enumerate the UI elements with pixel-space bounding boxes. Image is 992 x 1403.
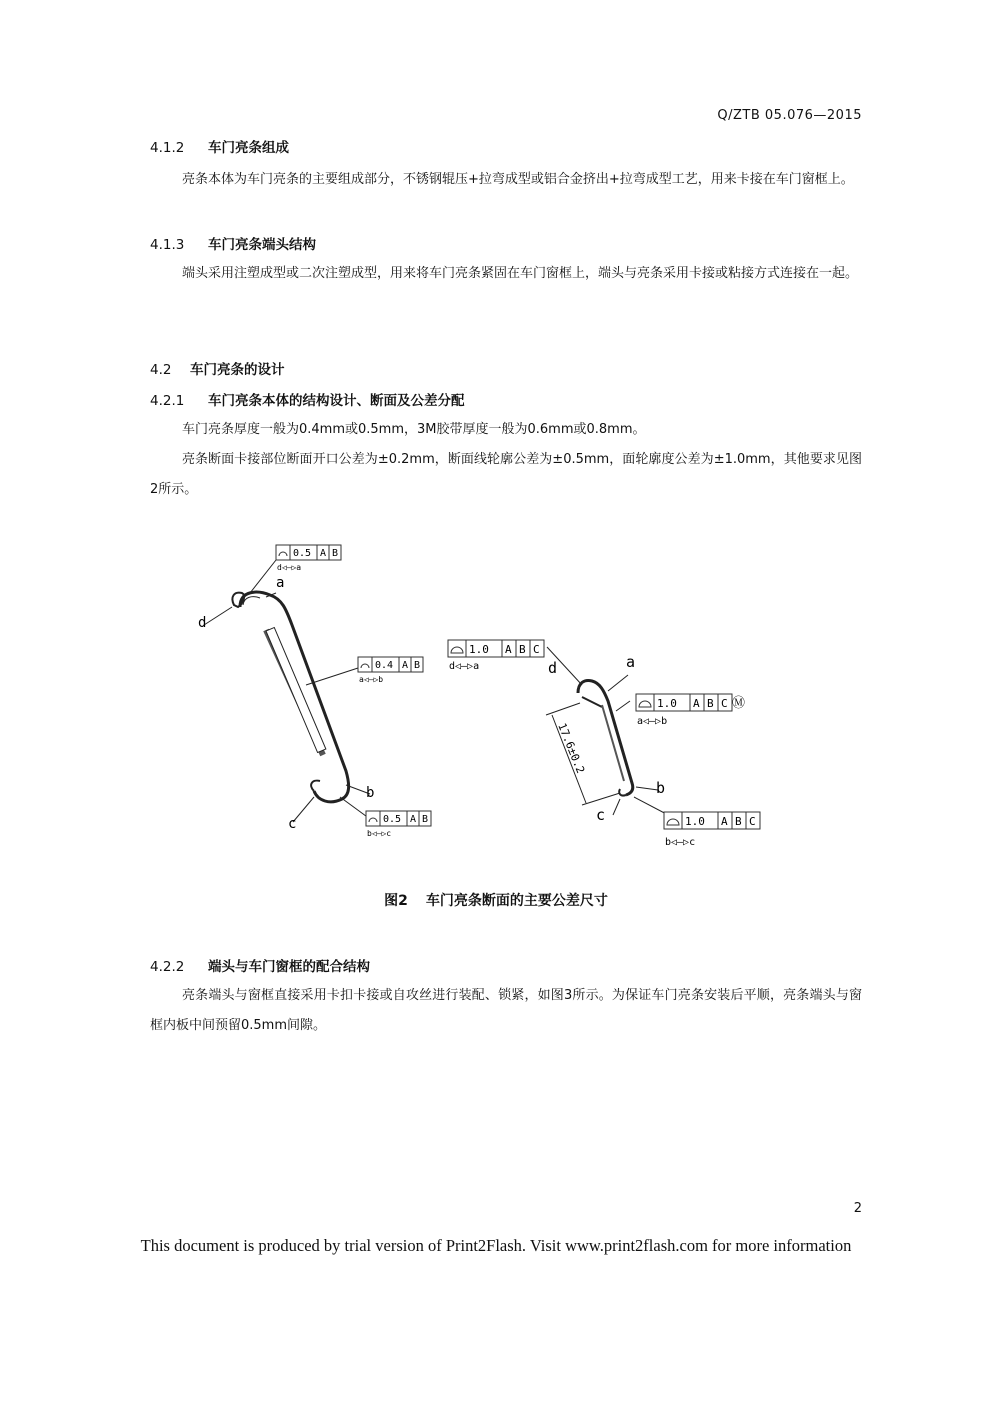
fcf-datum: A: [410, 814, 417, 825]
left-label-d: d: [198, 615, 207, 631]
right-label-a: a: [626, 653, 636, 671]
section-number: 4.2: [150, 362, 172, 378]
paragraph-4-1-2: 亮条本体为车门亮条的主要组成部分，不锈钢辊压+拉弯成型或铝合金挤出+拉弯成型工艺，用来卡接在车门窗框上。: [182, 172, 854, 187]
left-fcf-top: [276, 545, 341, 572]
fcf-datum: A: [320, 548, 327, 559]
heading-4-1-3: [150, 233, 316, 253]
right-fcf-top: [448, 640, 544, 672]
paragraph-4-2-1-thickness: 车门亮条厚度一般为0.4mm或0.5mm，3M胶带厚度一般为0.6mm或0.8mm。: [182, 422, 646, 437]
fcf-range: b◁—▷c: [665, 837, 696, 848]
left-fcf-mid: [358, 657, 423, 684]
right-section-profile: [578, 681, 633, 796]
fcf-modifier: Ⓜ: [732, 696, 746, 711]
right-fcf-mid: [636, 694, 745, 727]
right-label-c: c: [596, 806, 606, 824]
fcf-datum: B: [519, 643, 526, 656]
fcf-datum: C: [721, 697, 728, 710]
heading-4-2-2: [150, 955, 370, 975]
fcf-datum: B: [707, 697, 714, 710]
fcf-range: d◁—▷a: [449, 661, 480, 672]
fcf-datum: B: [735, 815, 742, 828]
left-label-c: c: [288, 816, 297, 832]
fcf-range: d◁—▷a: [277, 563, 302, 572]
heading-4-2: [150, 358, 285, 378]
right-fcf-bot: [664, 812, 760, 848]
heading-4-1-2: [150, 136, 289, 156]
fcf-datum: A: [402, 660, 409, 671]
fcf-value: 1.0: [657, 697, 677, 710]
fcf-datum: B: [414, 660, 421, 671]
section-title: 车门亮条的设计: [190, 362, 285, 378]
fcf-value: 0.5: [383, 814, 402, 825]
right-label-b: b: [656, 779, 666, 797]
section-title: 车门亮条端头结构: [208, 237, 316, 253]
section-number: 4.2.1: [150, 393, 185, 409]
fcf-value: 0.4: [375, 660, 394, 671]
fcf-datum: A: [693, 697, 700, 710]
fcf-datum: A: [721, 815, 728, 828]
section-number: 4.1.2: [150, 140, 185, 156]
left-label-b: b: [366, 785, 375, 801]
document-code: Q/ZTB 05.076—2015: [717, 108, 862, 123]
fcf-datum: B: [332, 548, 339, 559]
page-number: 2: [853, 1201, 862, 1216]
left-section-profile: [232, 592, 348, 802]
figure-caption: [0, 890, 992, 910]
trial-notice: This document is produced by trial version of Print2Flash. Visit www.print2flash.com for more information: [140, 1236, 852, 1255]
fcf-range: a◁—▷b: [637, 716, 668, 727]
fcf-datum: B: [422, 814, 429, 825]
fcf-value: 1.0: [685, 815, 705, 828]
dimension-label: 17.6±0.2: [555, 721, 588, 776]
left-label-a: a: [276, 575, 285, 591]
paragraph-4-2-2: 亮条端头与窗框直接采用卡扣卡接或自攻丝进行装配、锁紧，如图3所示。为保证车门亮条安装后平顺，亮条端头与窗框内板中间预留0.5mm间隙。: [150, 988, 862, 1033]
fcf-datum: A: [505, 643, 512, 656]
paragraph-4-1-3: 端头采用注塑成型或二次注塑成型，用来将车门亮条紧固在车门窗框上，端头与亮条采用卡接或粘接方式连接在一起。: [182, 266, 859, 281]
left-fcf-bot: [366, 811, 431, 838]
right-label-d: d: [548, 659, 558, 677]
section-title: 端头与车门窗框的配合结构: [208, 959, 370, 975]
fcf-range: b◁—▷c: [367, 829, 392, 838]
figure-number: 图2: [384, 893, 408, 909]
paragraph-4-2-1-tolerance: 亮条断面卡接部位断面开口公差为±0.2mm，断面线轮廓公差为±0.5mm，面轮廓度公差为±1.0mm，其他要求见图2所示。: [150, 452, 862, 497]
fcf-range: a◁—▷b: [359, 675, 384, 684]
figure-title: 车门亮条断面的主要公差尺寸: [425, 893, 608, 909]
fcf-datum: C: [749, 815, 756, 828]
heading-4-2-1: [150, 389, 465, 409]
section-number: 4.1.3: [150, 237, 185, 253]
fcf-value: 0.5: [293, 548, 312, 559]
fcf-datum: C: [533, 643, 540, 656]
figure-2-diagram: [180, 535, 800, 855]
section-title: 车门亮条本体的结构设计、断面及公差分配: [208, 393, 465, 409]
section-number: 4.2.2: [150, 959, 185, 975]
section-title: 车门亮条组成: [208, 140, 289, 156]
fcf-value: 1.0: [469, 643, 489, 656]
